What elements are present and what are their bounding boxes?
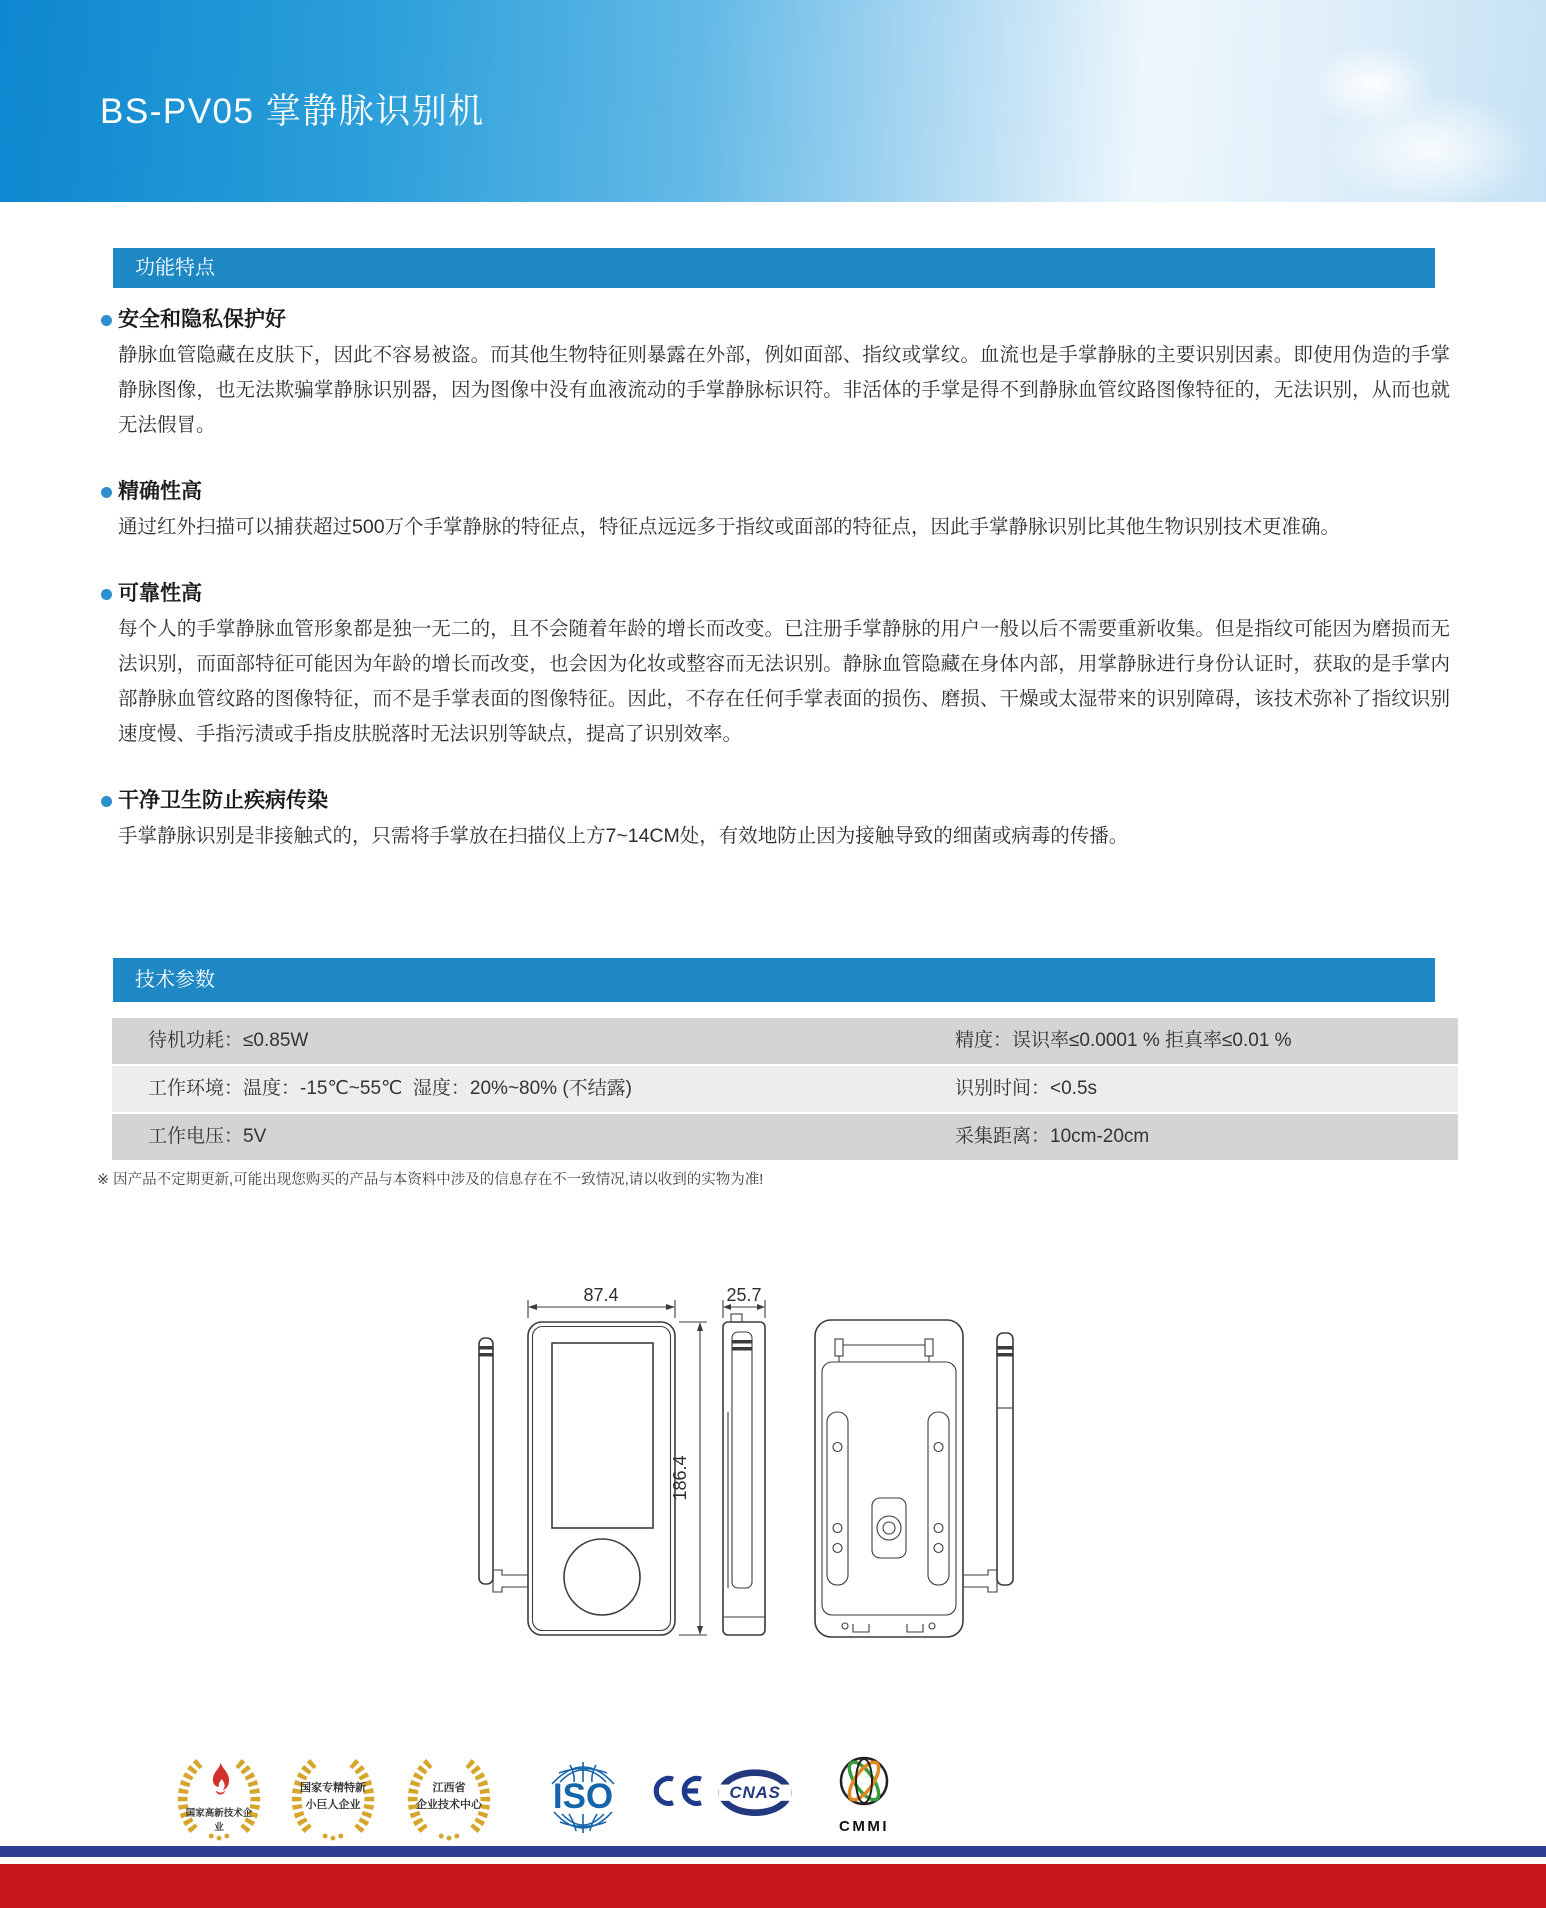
disclaimer-note: ※ 因产品不定期更新,可能出现您购买的产品与本资料中涉及的信息存在不一致情况,请以收到的实物为准! [97, 1172, 764, 1188]
spec-cell-recognition-time: 识别时间：<0.5s [955, 1078, 1098, 1099]
dim-width-label: 87.4 [583, 1285, 619, 1305]
feature-title-text: 干净卫生防止疾病传染 [118, 789, 328, 812]
feature-title [118, 788, 1450, 814]
spec-cell-capture-distance: 采集距离：10cm-20cm [955, 1126, 1150, 1147]
feature-body: 通过红外扫描可以捕获超过500万个手掌静脉的特征点，特征点远远多于指纹或面部的特征点，因此手掌静脉识别比其他生物识别技术更准确。 [118, 516, 1341, 538]
spec-cell-environment: 工作环境：温度：-15℃~55℃ 湿度：20%~80% (不结露) [148, 1078, 633, 1099]
footer-red-bar [0, 1864, 1546, 1908]
specs-section-title: 技术参数 [135, 969, 215, 991]
features-section-bar [113, 248, 1435, 288]
feature-title-text: 可靠性高 [118, 582, 202, 605]
feature-item [118, 788, 1450, 854]
cert-badge-little-giant [284, 1753, 382, 1841]
right-antenna [963, 1333, 1013, 1592]
features-list [118, 288, 1450, 854]
feature-body: 静脉血管隐藏在皮肤下，因此不容易被盗。而其他生物特征则暴露在外部，例如面部、指纹或掌纹。血流也是手掌静脉的主要识别因素。即使用伪造的手掌静脉图像，也无法欺骗掌静脉识别器，因为图像中没有血液流动的手掌静脉标识符。非活体的手掌是得不到静脉血管纹路图像特征的，无法识别，从而也就无法假冒。 [118, 344, 1450, 436]
ce-mark [648, 1774, 704, 1820]
badge-label-line2: 小巨人企业 [305, 1799, 361, 1811]
cert-badge-tech-center [400, 1753, 498, 1841]
specs-section-bar [113, 958, 1435, 1002]
dimension-depth [723, 1285, 765, 1318]
cmmi-sphere-icon [834, 1754, 894, 1838]
cmmi-text: CMMI [839, 1818, 889, 1835]
badge-label-line2: 企业技术中心 [416, 1799, 482, 1811]
iso-logo [538, 1756, 628, 1836]
feature-title [118, 479, 1450, 505]
spec-cell-voltage: 工作电压：5V [148, 1126, 267, 1147]
dimension-drawing [380, 1260, 1080, 1740]
feature-body: 每个人的手掌静脉血管形象都是独一无二的，且不会随着年龄的增长而改变。已注册手掌静脉的用户一般以后不需要重新收集。但是指纹可能因为磨损而无法识别，而面部特征可能因为年龄的增长而改变，也会因为化妆或整容而无法识别。静脉血管隐藏在身体内部，用掌静脉进行身份认证时，获取的是手掌内部静脉血管纹路的图像特征，而不是手掌表面的图像特征。因此，不存在任何手掌表面的损伤、磨损、干燥或太湿带来的识别障碍，该技术弥补了指纹识别速度慢、手指污渍或手指皮肤脱落时无法识别等缺点，提高了识别效率。 [118, 618, 1450, 745]
feature-item [118, 479, 1450, 545]
table-row [112, 1066, 1458, 1112]
front-view [528, 1322, 675, 1635]
feature-title-text: 安全和隐私保护好 [118, 308, 286, 331]
dim-depth-label: 25.7 [726, 1285, 762, 1305]
bullet-icon [101, 315, 112, 326]
badge-label-line1: 江西省 [432, 1782, 466, 1794]
flame-icon [201, 1761, 237, 1799]
feature-title [118, 581, 1450, 607]
cmmi-logo [834, 1754, 894, 1838]
feature-item [118, 581, 1450, 752]
features-section-title: 功能特点 [135, 257, 215, 279]
feature-title [118, 307, 1450, 333]
bullet-icon [101, 589, 112, 600]
back-view [815, 1320, 963, 1637]
table-row [112, 1018, 1458, 1064]
spec-cell-standby-power: 待机功耗：≤0.85W [148, 1030, 309, 1051]
iso-text: ISO [552, 1777, 614, 1816]
page-title: BS-PV05 掌静脉识别机 [100, 92, 485, 131]
cnas-logo [718, 1769, 792, 1827]
feature-title-text: 精确性高 [118, 480, 202, 503]
side-view [723, 1314, 765, 1635]
device-drawing-svg [380, 1260, 1080, 1740]
feature-body: 手掌静脉识别是非接触式的，只需将手掌放在扫描仪上方7~14CM处，有效地防止因为接触导致的细菌或病毒的传播。 [118, 825, 1129, 847]
badge-label-line1: 国家专精特新 [300, 1782, 366, 1794]
ce-mark-icon [648, 1774, 704, 1808]
spec-cell-accuracy: 精度：误识率≤0.0001 % 拒真率≤0.01 % [955, 1030, 1292, 1051]
page-header [0, 0, 1546, 202]
dim-height-label: 186.4 [670, 1455, 690, 1501]
bullet-icon [101, 796, 112, 807]
iso-globe-icon [538, 1756, 628, 1836]
left-antenna [479, 1338, 528, 1592]
specs-table [112, 1018, 1458, 1162]
footer-navy-bar [0, 1846, 1546, 1857]
cert-badge-high-tech-enterprise [170, 1753, 268, 1841]
table-row [112, 1114, 1458, 1160]
bullet-icon [101, 487, 112, 498]
cnas-text: CNAS [729, 1782, 781, 1802]
dimension-width [528, 1285, 675, 1318]
feature-item [118, 307, 1450, 443]
badge-label: 国家高新技术企业 [185, 1808, 253, 1833]
cnas-ellipse-icon [718, 1769, 792, 1816]
